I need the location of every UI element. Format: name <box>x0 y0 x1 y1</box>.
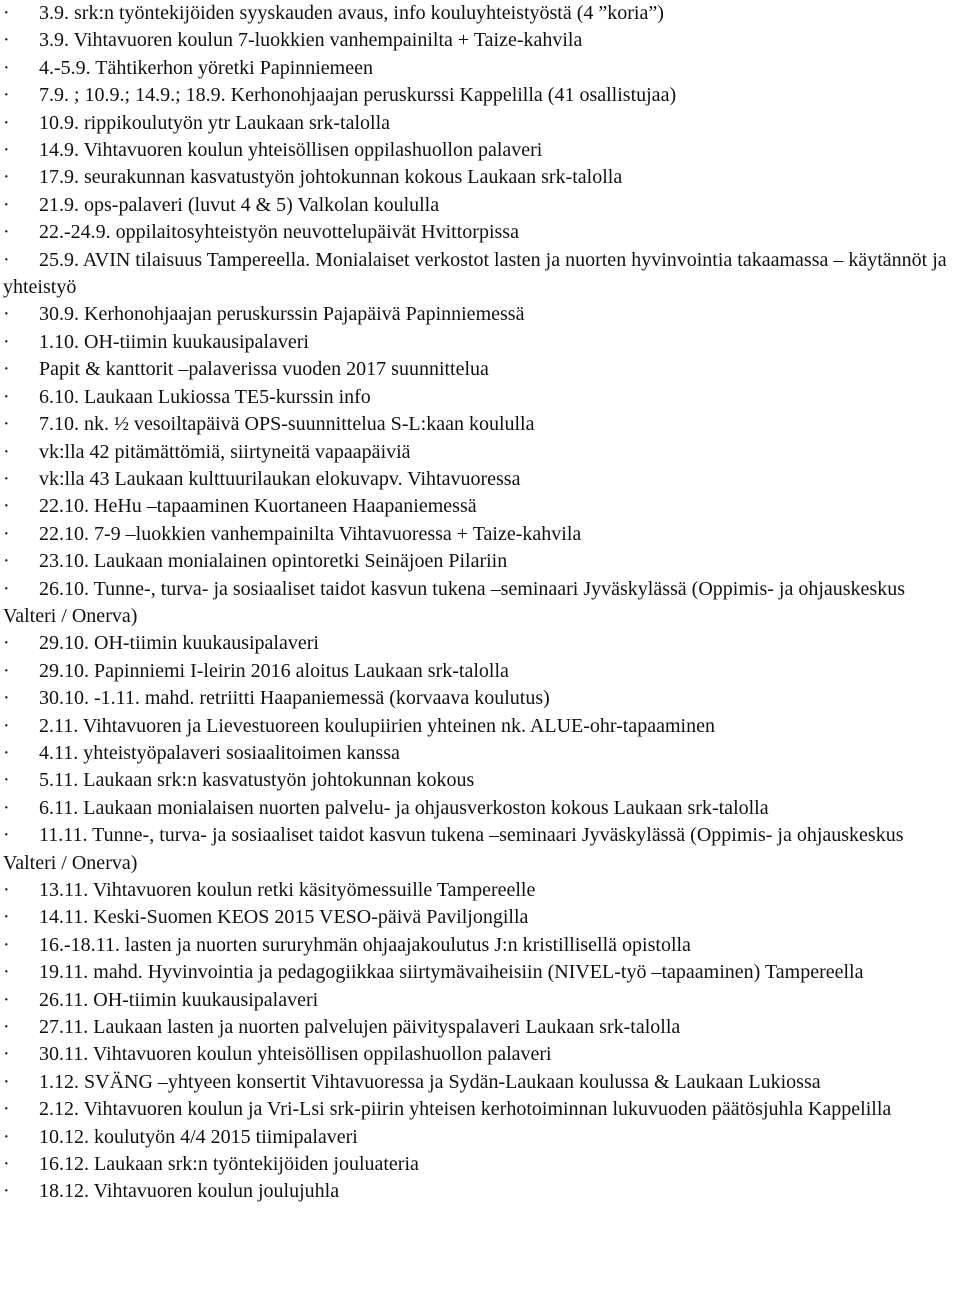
list-item <box>3 192 958 219</box>
bullet-marker: · <box>3 577 10 600</box>
list-item <box>3 740 958 767</box>
list-item-text: 6.11. Laukaan monialaisen nuorten palvelu- ja ohjausverkoston kokous Laukaan srk-talolla <box>39 796 769 819</box>
list-item <box>3 384 958 411</box>
list-item-text: 3.9. Vihtavuoren koulun 7-luokkien vanhempainilta + Taize-kahvila <box>39 29 583 52</box>
list-item <box>3 987 958 1014</box>
list-item <box>3 1069 958 1096</box>
bullet-marker: · <box>3 769 10 792</box>
list-item <box>3 137 958 164</box>
list-item <box>3 164 958 191</box>
list-item-text: 5.11. Laukaan srk:n kasvatustyön johtokunnan kokous <box>39 769 475 792</box>
list-item-text: 11.11. Tunne-, turva- ja sosiaaliset taidot kasvun tukena –seminaari Jyväskylässä (Oppimis- ja ohjauskeskus Valteri / Onerva) <box>3 824 904 874</box>
list-item-text: 14.11. Keski-Suomen KEOS 2015 VESO-päivä Paviljongilla <box>39 906 529 929</box>
bullet-marker: · <box>3 522 10 545</box>
list-item-text: 1.10. OH-tiimin kuukausipalaveri <box>39 330 309 353</box>
list-item-text: 10.12. koulutyön 4/4 2015 tiimipalaveri <box>39 1125 358 1148</box>
list-item <box>3 1096 958 1123</box>
list-item <box>3 411 958 438</box>
list-item-text: 1.12. SVÄNG –yhtyeen konsertit Vihtavuoressa ja Sydän-Laukaan koulussa & Laukaan Lukiossa <box>39 1070 821 1093</box>
list-item <box>3 630 958 657</box>
list-item-text: 16.-18.11. lasten ja nuorten sururyhmän ohjaajakoulutus J:n kristillisellä opistolla <box>39 933 691 956</box>
list-item <box>3 439 958 466</box>
bullet-marker: · <box>3 358 10 381</box>
list-item <box>3 247 958 302</box>
document-page <box>3 0 958 1206</box>
bullet-marker: · <box>3 303 10 326</box>
list-item-text: 13.11. Vihtavuoren koulun retki käsityömessuille Tampereelle <box>39 879 536 901</box>
list-item-text: 16.12. Laukaan srk:n työntekijöiden jouluateria <box>39 1153 419 1176</box>
list-item-text: 30.10. -1.11. mahd. retriitti Haapaniemessä (korvaava koulutus) <box>39 687 550 710</box>
list-item-text: 29.10. OH-tiimin kuukausipalaveri <box>39 632 319 655</box>
list-item <box>3 959 958 986</box>
list-item-text: 2.12. Vihtavuoren koulun ja Vri-Lsi srk-piirin yhteisen kerhotoiminnan lukuvuoden päätösjuhla Kappelilla <box>39 1098 892 1121</box>
list-item <box>3 1041 958 1068</box>
list-item <box>3 548 958 575</box>
list-item <box>3 877 958 904</box>
bullet-marker: · <box>3 413 10 436</box>
bullet-marker: · <box>3 440 10 463</box>
list-item-text: 22.10. HeHu –tapaaminen Kuortaneen Haapaniemessä <box>39 495 477 518</box>
list-item <box>3 576 958 631</box>
list-item-text: 25.9. AVIN tilaisuus Tampereella. Monialaiset verkostot lasten ja nuorten hyvinvointia takaamassa – käytännöt ja yhteistyö <box>3 248 947 299</box>
list-item-text: 2.11. Vihtavuoren ja Lievestuoreen koulupiirien yhteinen nk. ALUE-ohr-tapaaminen <box>39 714 715 737</box>
list-item <box>3 685 958 712</box>
bullet-marker: · <box>3 879 10 901</box>
bullet-marker: · <box>3 741 10 764</box>
list-item <box>3 795 958 822</box>
bullet-marker: · <box>3 385 10 408</box>
list-item-text: 19.11. mahd. Hyvinvointia ja pedagogiikkaa siirtymävaiheisiin (NIVEL-työ –tapaaminen) Tampereella <box>39 961 864 984</box>
bullet-marker: · <box>3 714 10 737</box>
bullet-marker: · <box>3 193 10 216</box>
list-item-text: 23.10. Laukaan monialainen opintoretki Seinäjoen Pilariin <box>39 550 508 573</box>
bullet-marker: · <box>3 906 10 929</box>
list-item-text: 10.9. rippikoulutyön ytr Laukaan srk-talolla <box>39 111 391 134</box>
list-item <box>3 767 958 794</box>
list-item <box>3 219 958 246</box>
list-item <box>3 466 958 493</box>
list-item-text: 4.-5.9. Tähtikerhon yöretki Papinniemeen <box>39 56 373 79</box>
bullet-marker: · <box>3 29 10 52</box>
list-item-text: 18.12. Vihtavuoren koulun joulujuhla <box>39 1180 340 1203</box>
list-item <box>3 521 958 548</box>
bullet-marker: · <box>3 687 10 710</box>
list-item-text: vk:lla 42 pitämättömiä, siirtyneitä vapaapäiviä <box>39 440 411 463</box>
bullet-marker: · <box>3 550 10 573</box>
list-item-text: 7.9. ; 10.9.; 14.9.; 18.9. Kerhonohjaajan peruskurssi Kappelilla (41 osallistujaa) <box>39 84 677 107</box>
list-item-text: 30.9. Kerhonohjaajan peruskurssin Pajapäivä Papinniemessä <box>39 303 525 326</box>
bullet-marker: · <box>3 1125 10 1148</box>
bullet-marker: · <box>3 1016 10 1039</box>
list-item-text: 30.11. Vihtavuoren koulun yhteisöllisen oppilashuollon palaveri <box>39 1043 552 1066</box>
bullet-marker: · <box>3 56 10 79</box>
list-item-text: 26.10. Tunne-, turva- ja sosiaaliset taidot kasvun tukena –seminaari Jyväskylässä (Oppimis- ja ohjauskeskus Valteri / Onerva) <box>3 577 905 627</box>
bullet-marker: · <box>3 961 10 984</box>
bullet-marker: · <box>3 139 10 162</box>
list-item-text: 17.9. seurakunnan kasvatustyön johtokunnan kokous Laukaan srk-talolla <box>39 166 623 189</box>
bullet-marker: · <box>3 1153 10 1176</box>
list-item-text: 29.10. Papinniemi I-leirin 2016 aloitus Laukaan srk-talolla <box>39 659 509 682</box>
bullet-marker: · <box>3 166 10 189</box>
list-item-text: 27.11. Laukaan lasten ja nuorten palvelujen päivityspalaveri Laukaan srk-talolla <box>39 1016 681 1039</box>
bullet-marker: · <box>3 933 10 956</box>
list-item <box>3 1178 958 1205</box>
list-item <box>3 329 958 356</box>
bullet-marker: · <box>3 1180 10 1203</box>
list-item <box>3 904 958 931</box>
list-item-text: Papit & kanttorit –palaverissa vuoden 2017 suunnittelua <box>39 358 489 381</box>
list-item <box>3 1014 958 1041</box>
list-item <box>3 658 958 685</box>
bullet-marker: · <box>3 1098 10 1121</box>
list-item-text: 22.10. 7-9 –luokkien vanhempainilta Vihtavuoressa + Taize-kahvila <box>39 522 582 545</box>
list-item <box>3 1151 958 1178</box>
list-item-text: 3.9. srk:n työntekijöiden syyskauden avaus, info kouluyhteistyöstä (4 ”koria”) <box>39 2 664 24</box>
bullet-marker: · <box>3 1070 10 1093</box>
bullet-marker: · <box>3 659 10 682</box>
list-item <box>3 713 958 740</box>
list-item-text: 6.10. Laukaan Lukiossa TE5-kurssin info <box>39 385 371 408</box>
list-item <box>3 0 958 27</box>
list-item <box>3 356 958 383</box>
bullet-marker: · <box>3 467 10 490</box>
list-item <box>3 82 958 109</box>
bullet-marker: · <box>3 796 10 819</box>
list-item-text: 4.11. yhteistyöpalaveri sosiaalitoimen kanssa <box>39 741 400 764</box>
list-item <box>3 27 958 54</box>
list-item-text: 14.9. Vihtavuoren koulun yhteisöllisen oppilashuollon palaveri <box>39 139 543 162</box>
bullet-marker: · <box>3 2 10 24</box>
list-item-text: 26.11. OH-tiimin kuukausipalaveri <box>39 988 319 1011</box>
list-item <box>3 1124 958 1151</box>
bullet-marker: · <box>3 221 10 244</box>
bullet-marker: · <box>3 248 10 271</box>
bullet-marker: · <box>3 632 10 655</box>
bullet-marker: · <box>3 330 10 353</box>
bullet-marker: · <box>3 111 10 134</box>
list-item-text: 21.9. ops-palaveri (luvut 4 & 5) Valkolan koululla <box>39 193 440 216</box>
list-item <box>3 55 958 82</box>
bullet-marker: · <box>3 824 10 847</box>
bullet-marker: · <box>3 84 10 107</box>
list-item <box>3 493 958 520</box>
bullet-marker: · <box>3 1043 10 1066</box>
list-item-text: vk:lla 43 Laukaan kulttuurilaukan elokuvapv. Vihtavuoressa <box>39 467 521 490</box>
list-item <box>3 110 958 137</box>
list-item <box>3 932 958 959</box>
list-item <box>3 822 958 877</box>
list-item <box>3 301 958 328</box>
bullet-marker: · <box>3 988 10 1011</box>
list-item-text: 22.-24.9. oppilaitosyhteistyön neuvottelupäivät Hvittorpissa <box>39 221 519 244</box>
list-item-text: 7.10. nk. ½ vesoiltapäivä OPS-suunnittelua S-L:kaan koululla <box>39 413 535 436</box>
bullet-marker: · <box>3 495 10 518</box>
